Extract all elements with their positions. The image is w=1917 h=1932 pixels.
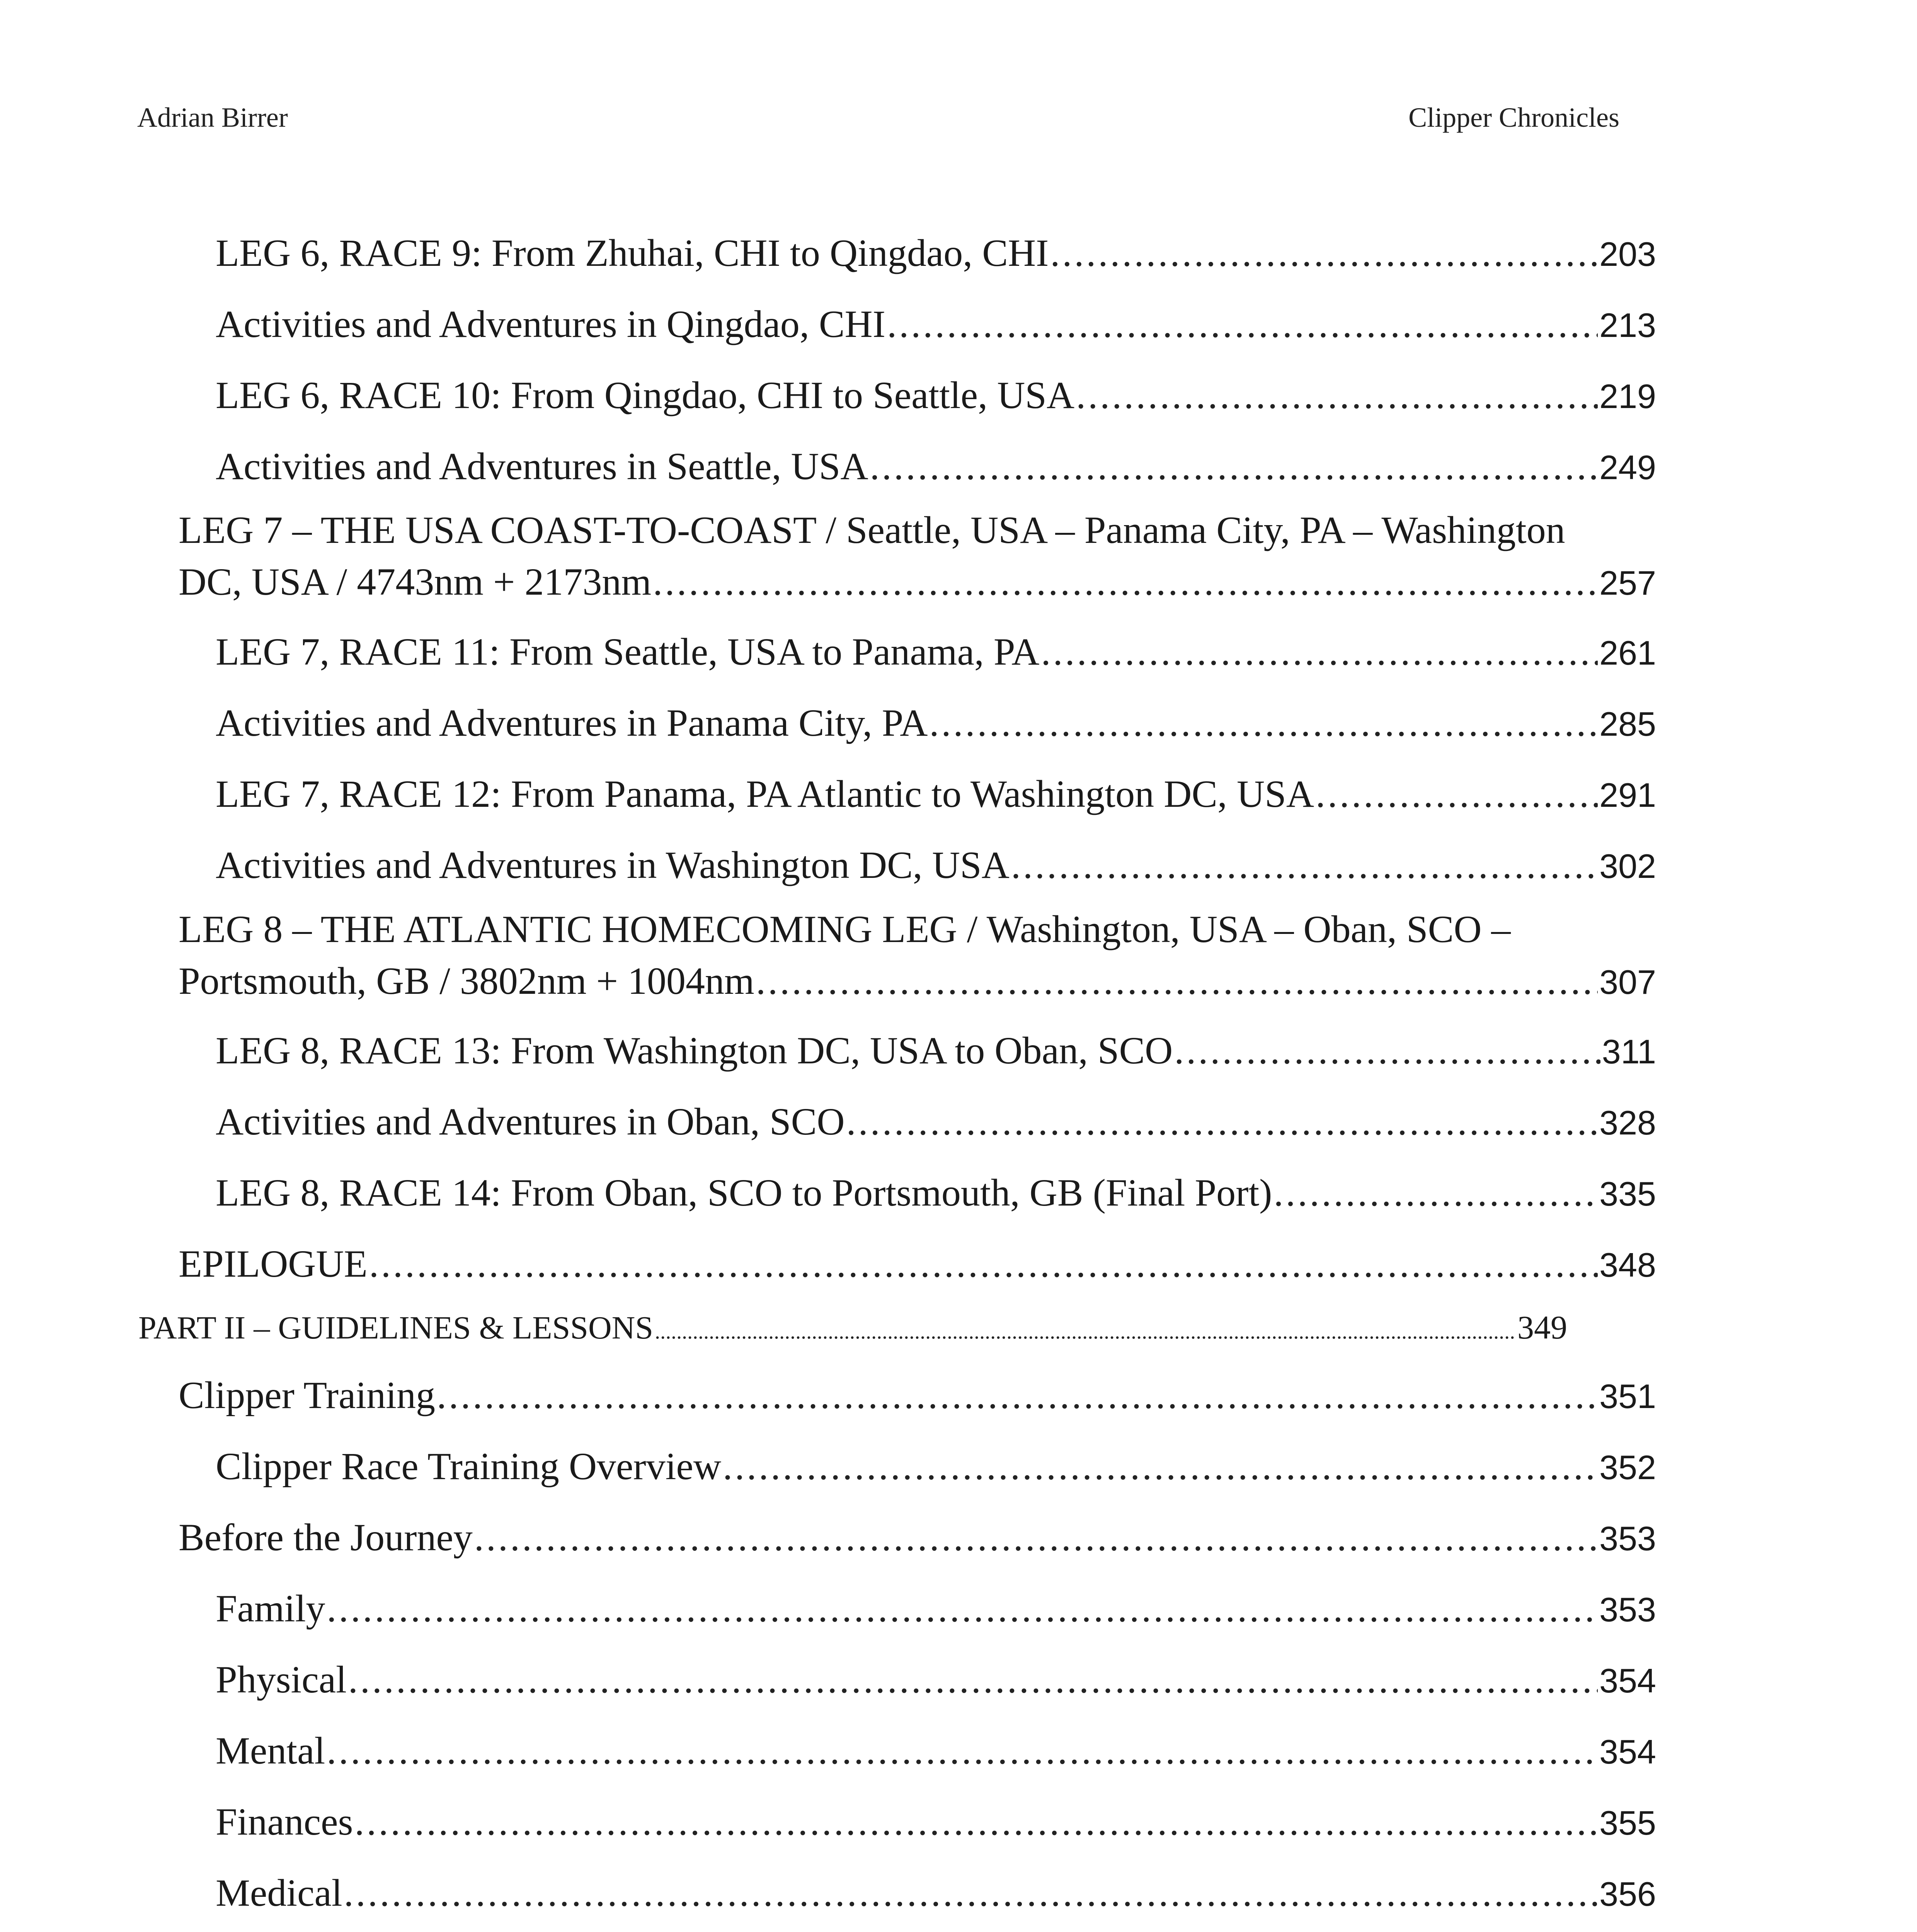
toc-entry-title: LEG 7, RACE 12: From Panama, PA Atlantic to Washington DC, USA [216, 772, 1314, 815]
toc-entry-page: 353 [1599, 1590, 1656, 1629]
toc-entry[interactable] [216, 1867, 1656, 1920]
toc-entry-page: 285 [1599, 705, 1656, 743]
toc-entry[interactable] [216, 1583, 1656, 1636]
toc-entry-title: Activities and Adventures in Washington DC, USA [216, 844, 1010, 886]
toc-entry-title: LEG 7, RACE 11: From Seattle, USA to Panama, PA [216, 630, 1040, 673]
toc-entry-page: 291 [1599, 776, 1656, 814]
toc-entry-page: 213 [1599, 306, 1656, 344]
dot-leader [723, 1440, 1598, 1492]
dot-leader [929, 697, 1598, 749]
dot-leader [327, 1583, 1598, 1634]
toc-entry[interactable] [216, 227, 1656, 280]
toc-entry[interactable] [216, 440, 1656, 493]
toc-entry-title: Medical [216, 1871, 342, 1914]
toc-entry-page: 348 [1599, 1246, 1656, 1284]
toc-entry-title: Mental [216, 1729, 325, 1772]
toc-entry-page: 203 [1599, 235, 1656, 273]
dot-leader [369, 1238, 1598, 1290]
toc-entry-title: LEG 8, RACE 14: From Oban, SCO to Portsmouth, GB (Final Port) [216, 1171, 1272, 1214]
dot-leader [474, 1512, 1598, 1563]
toc-entry-page: 349 [1517, 1309, 1567, 1346]
running-head-author: Adrian Birrer [137, 102, 288, 133]
dot-leader [1174, 1025, 1600, 1077]
toc-entry-title: Physical [216, 1658, 347, 1701]
toc-entry-page: 355 [1599, 1804, 1656, 1842]
toc-entry-title: PART II – GUIDELINES & LESSONS [138, 1310, 654, 1346]
toc-entry-title: Clipper Race Training Overview [216, 1445, 722, 1488]
toc-entry-page: 328 [1599, 1104, 1656, 1142]
toc-entry-page: 354 [1599, 1662, 1656, 1700]
toc-entry-title-line2: Portsmouth, GB / 3802nm + 1004nm [179, 959, 754, 1002]
dot-leader [756, 955, 1598, 1007]
toc-entry-page: 352 [1599, 1448, 1656, 1486]
toc-entry[interactable] [216, 1654, 1656, 1707]
running-head-book-title: Clipper Chronicles [1408, 102, 1619, 133]
toc-entry-page: 335 [1599, 1175, 1656, 1213]
toc-entry-page: 307 [1599, 963, 1656, 1001]
toc-entry[interactable] [216, 839, 1656, 892]
toc-entry-page: 351 [1599, 1377, 1656, 1415]
toc-entry-title: LEG 8, RACE 13: From Washington DC, USA to Oban, SCO [216, 1029, 1173, 1072]
dot-leader [846, 1096, 1598, 1148]
toc-entry-leg-8[interactable] [179, 903, 1656, 1008]
toc-entry[interactable] [216, 697, 1656, 750]
toc-entry-title: Finances [216, 1800, 353, 1843]
toc-entry[interactable] [216, 768, 1656, 821]
toc-entry-title: LEG 6, RACE 9: From Zhuhai, CHI to Qingdao, CHI [216, 231, 1049, 274]
dot-leader [437, 1369, 1598, 1421]
dot-leader [887, 298, 1598, 350]
toc-entry-title: Activities and Adventures in Panama City, PA [216, 701, 928, 744]
toc-entry[interactable] [216, 1096, 1656, 1149]
dot-leader [1316, 768, 1598, 820]
dot-leader [655, 1310, 1516, 1353]
dot-leader [1041, 626, 1598, 678]
toc-entry[interactable] [179, 1512, 1656, 1565]
toc-entry-title: LEG 6, RACE 10: From Qingdao, CHI to Seattle, USA [216, 374, 1075, 417]
toc-entry-epilogue[interactable] [179, 1238, 1656, 1291]
toc-entry[interactable] [179, 1369, 1656, 1422]
toc-entry[interactable] [216, 626, 1656, 679]
toc-entry-title: Activities and Adventures in Qingdao, CHI [216, 303, 886, 345]
dot-leader [327, 1725, 1598, 1777]
toc-entry-page: 302 [1599, 847, 1656, 885]
dot-leader [1011, 839, 1598, 891]
toc-entry-title: Before the Journey [179, 1516, 473, 1559]
toc-entry-page: 219 [1599, 377, 1656, 415]
dot-leader [354, 1796, 1598, 1848]
dot-leader [653, 556, 1598, 608]
toc-entry-title: Activities and Adventures in Seattle, USA [216, 445, 868, 488]
dot-leader [1076, 369, 1598, 421]
toc-entry[interactable] [216, 1796, 1656, 1849]
toc-entry[interactable] [216, 1025, 1656, 1078]
toc-entry-title-line1: LEG 7 – THE USA COAST-TO-COAST / Seattle, USA – Panama City, PA – Washington [179, 509, 1565, 551]
dot-leader [1050, 227, 1598, 279]
dot-leader [870, 440, 1598, 492]
toc-entry-title-line1: LEG 8 – THE ATLANTIC HOMECOMING LEG / Washington, USA – Oban, SCO – [179, 908, 1511, 951]
toc-entry-title-line2: DC, USA / 4743nm + 2173nm [179, 560, 652, 603]
toc-entry-page: 356 [1599, 1875, 1656, 1913]
toc-entry[interactable] [216, 369, 1656, 422]
toc-entry-part-2[interactable] [138, 1306, 1567, 1353]
toc-entry-page: 311 [1602, 1032, 1656, 1071]
toc-entry-page: 353 [1599, 1519, 1656, 1558]
toc-entry[interactable] [216, 298, 1656, 351]
toc-entry-title: EPILOGUE [179, 1242, 368, 1285]
toc-entry-leg-7[interactable] [179, 504, 1656, 609]
toc-entry-page: 261 [1599, 634, 1656, 672]
dot-leader [344, 1867, 1598, 1919]
dot-leader [348, 1654, 1598, 1706]
toc-entry-title: Clipper Training [179, 1374, 435, 1417]
toc-entry-title: Family [216, 1587, 325, 1630]
toc-entry[interactable] [216, 1725, 1656, 1778]
dot-leader [1273, 1167, 1598, 1219]
toc-entry[interactable] [216, 1167, 1656, 1220]
toc-entry-title: Activities and Adventures in Oban, SCO [216, 1100, 845, 1143]
toc-entry[interactable] [216, 1440, 1656, 1493]
toc-entry-page: 249 [1599, 448, 1656, 486]
toc-entry-page: 257 [1599, 564, 1656, 602]
toc-entry-page: 354 [1599, 1733, 1656, 1771]
